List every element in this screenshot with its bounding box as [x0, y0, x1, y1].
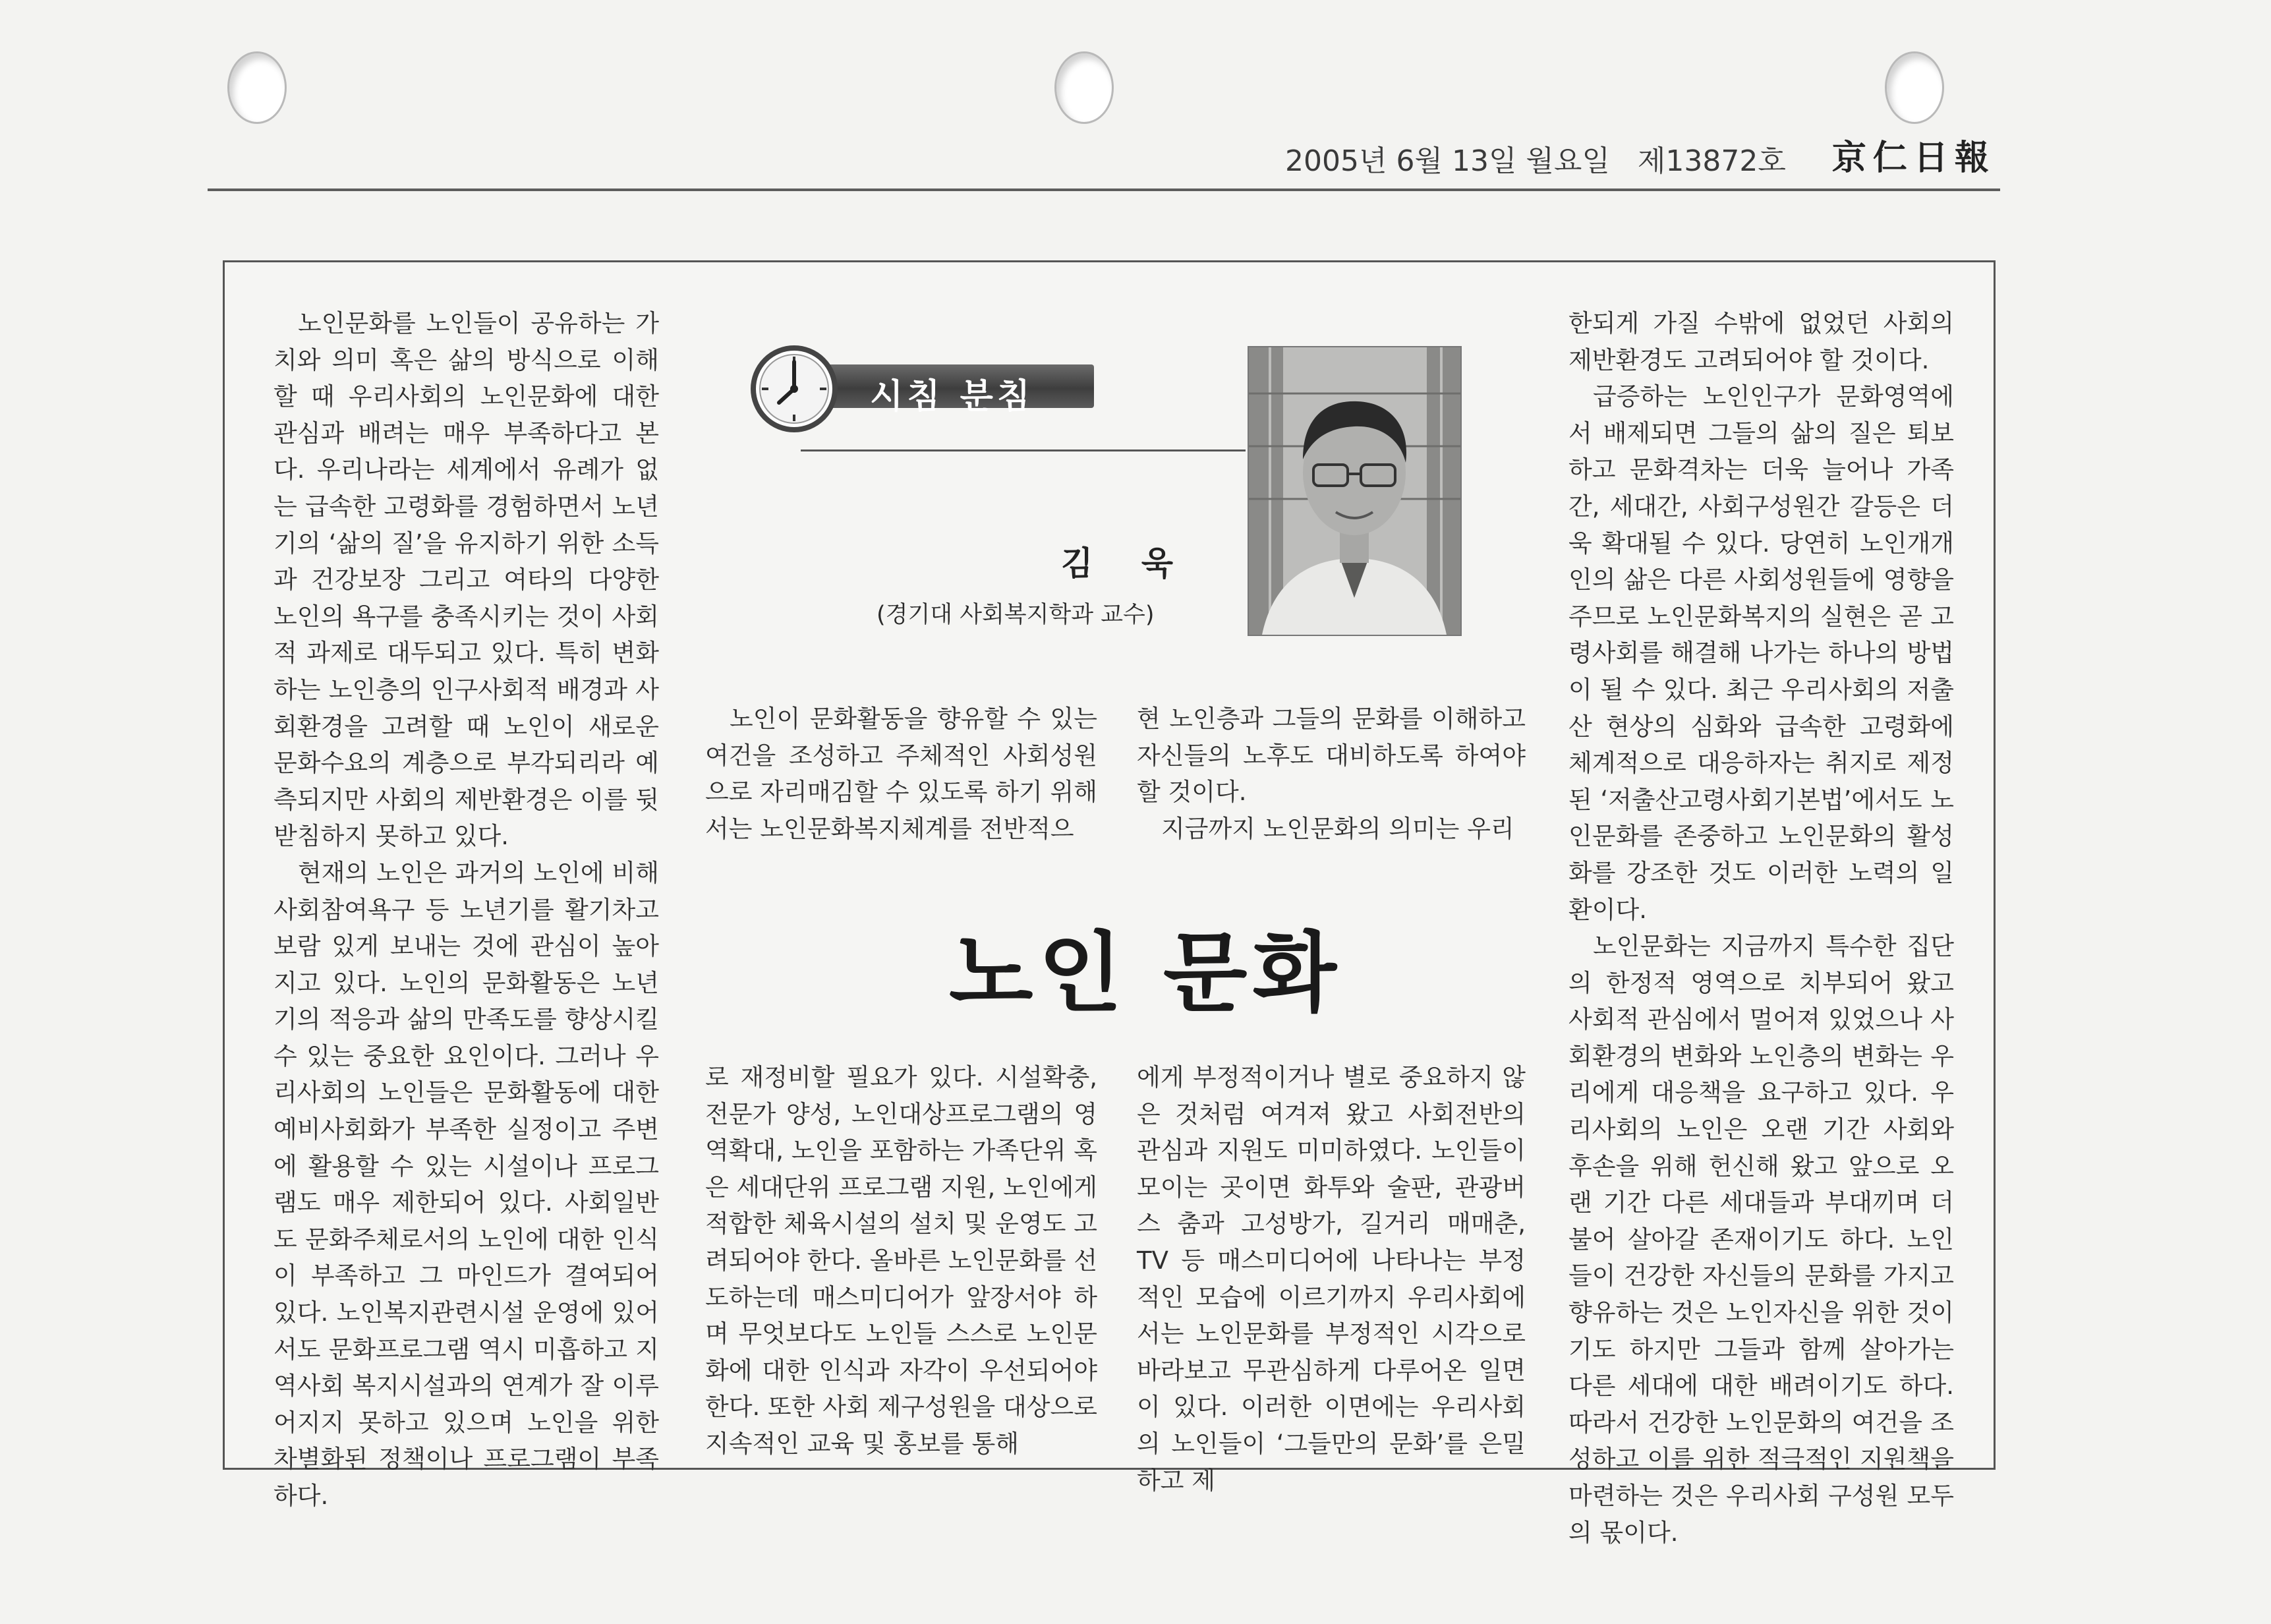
paragraph: 한되게 가질 수밖에 없었던 사회의 제반환경도 고려되어야 할 것이다. [1568, 309, 1954, 374]
author-name: 김 욱 [1061, 544, 1192, 583]
paragraph: 지금까지 노인문화의 의미는 우리 [1161, 814, 1514, 843]
punch-hole-center [1054, 51, 1114, 124]
article-headline: 노인 문화 [949, 922, 1342, 1024]
paragraph: 에게 부정적이거나 별로 중요하지 않은 것처럼 여겨져 왔고 사회전반의 관심과 지원도 미미하였다. 노인들이 모이는 곳이면 화투와 술판, 관광버스 춤과 고성방가, 길거리 매매춘, TV 등 매스미디어에 나타나는 부정적인 모습에 이르기까지 우리사회에서는 노인문화를 부정적인 시각으로 바라보고 무관심하게 다루어온 일면이 있다. 이러한 이면에는 우리사회의 노인들이 ‘그들만의 문화’를 은밀하고 제 [1137, 1063, 1526, 1495]
author-portrait [1249, 347, 1460, 635]
punch-hole-left [227, 51, 287, 124]
article-column-3-bottom [1137, 1059, 1526, 1499]
paragraph: 노인문화를 노인들이 공유하는 가치와 의미 혹은 삶의 방식으로 이해할 때 우리사회의 노인문화에 대한 관심과 배려는 매우 부족하다고 본다. 우리나라는 세계에서 유례가 없는 급속한 고령화를 경험하면서 노년기의 ‘삶의 질’을 유지하기 위한 소득과 건강보장 그리고 여타의 다양한 노인의 욕구를 충족시키는 것이 사회적 과제로 대두되고 있다. 특히 변화하는 노인층의 인구사회적 배경과 사회환경을 고려할 때 노인이 새로운 문화수요의 계층으로 부각되리라 예측되지만 사회의 제반환경은 이를 뒷받침하지 못하고 있다. [273, 309, 659, 851]
article-column-2-top [705, 701, 1097, 847]
article-column-4 [1568, 305, 1954, 1551]
author-photo [1248, 346, 1462, 636]
masthead-rule [208, 188, 2000, 191]
clock-icon [745, 339, 844, 438]
article-column-3-top [1137, 701, 1526, 847]
paragraph: 현 노인층과 그들의 문화를 이해하고 자신들의 노후도 대비하도록 하여야 할 것이다. [1137, 705, 1526, 807]
paragraph: 급증하는 노인인구가 문화영역에서 배제되면 그들의 삶의 질은 퇴보하고 문화격차는 더욱 늘어나 가족간, 세대간, 사회구성원간 갈등은 더욱 확대될 수 있다. 당연히 노인개개인의 삶은 다른 사회성원들에 영향을 주므로 노인문화복지의 실현은 곧 고령사회를 해결해 나가는 하나의 방법이 될 수 있다. 최근 우리사회의 저출산 현상의 심화와 급속한 고령화에 체계적으로 대응하자는 취지로 제정된 ‘저출산고령사회기본법’에서도 노인문화를 존중하고 노인문화의 활성화를 강조한 것도 이러한 노력의 일환이다. [1568, 382, 1954, 924]
logo-underline [801, 450, 1246, 451]
author-title: (경기대 사회복지학과 교수) [877, 602, 1155, 628]
issue-date: 2005년 6월 13일 월요일 제13872호 [1285, 144, 1786, 178]
paragraph: 노인문화는 지금까지 특수한 집단의 한정적 영역으로 치부되어 왔고 사회적 관심에서 멀어져 있었으나 사회환경의 변화와 노인층의 변화는 우리에게 대응책을 요구하고 있다. 우리사회의 노인은 오랜 기간 사회와 후손을 위해 헌신해 왔고 앞으로 오랜 기간 다른 세대들과 부대끼며 더불어 살아갈 존재이기도 하다. 노인들이 건강한 자신들의 문화를 가지고 향유하는 것은 노인자신을 위한 것이기도 하지만 그들과 함께 살아가는 다른 세대에 대한 배려이기도 하다. 따라서 건강한 노인문화의 여건을 조성하고 이를 위한 적극적인 지원책을 마련하는 것은 우리사회 구성원 모두의 몫이다. [1568, 932, 1954, 1547]
column-logo [745, 339, 1101, 422]
article-column-1 [273, 305, 659, 1515]
article-column-2-bottom [705, 1059, 1097, 1463]
paragraph: 노인이 문화활동을 향유할 수 있는 여건을 조성하고 주체적인 사회성원으로 자리매김할 수 있도록 하기 위해서는 노인문화복지체계를 전반적으 [705, 705, 1097, 843]
paragraph: 현재의 노인은 과거의 노인에 비해 사회참여욕구 등 노년기를 활기차고 보람 있게 보내는 것에 관심이 높아지고 있다. 노인의 문화활동은 노년기의 적응과 삶의 만족도를 향상시킬 수 있는 중요한 요인이다. 그러나 우리사회의 노인들은 문화활동에 대한 예비사회화가 부족한 실정이고 주변에 활용할 수 있는 시설이나 프로그램도 매우 제한되어 있다. 사회일반도 문화주체로서의 노인에 대한 인식이 부족하고 그 마인드가 결여되어 있다. 노인복지관련시설 운영에 있어서도 문화프로그램 역시 미흡하고 지역사회 복지시설과의 연계가 잘 이루어지지 못하고 있으며 노인을 위한 차별화된 정책이나 프로그램이 부족하다. [273, 858, 659, 1510]
newspaper-name: 京仁日報 [1831, 138, 1996, 178]
masthead [1285, 127, 2003, 179]
column-logo-text: 시침 분침 [870, 377, 1035, 417]
paragraph: 로 재정비할 필요가 있다. 시설확충, 전문가 양성, 노인대상프로그램의 영역확대, 노인을 포함하는 가족단위 혹은 세대단위 프로그램 지원, 노인에게 적합한 체육시설의 설치 및 운영도 고려되어야 한다. 올바른 노인문화를 선도하는데 매스미디어가 앞장서야 하며 무엇보다도 노인들 스스로 노인문화에 대한 인식과 자각이 우선되어야 한다. 또한 사회 제구성원을 대상으로 지속적인 교육 및 홍보를 통해 [705, 1063, 1097, 1458]
punch-hole-right [1885, 51, 1944, 124]
